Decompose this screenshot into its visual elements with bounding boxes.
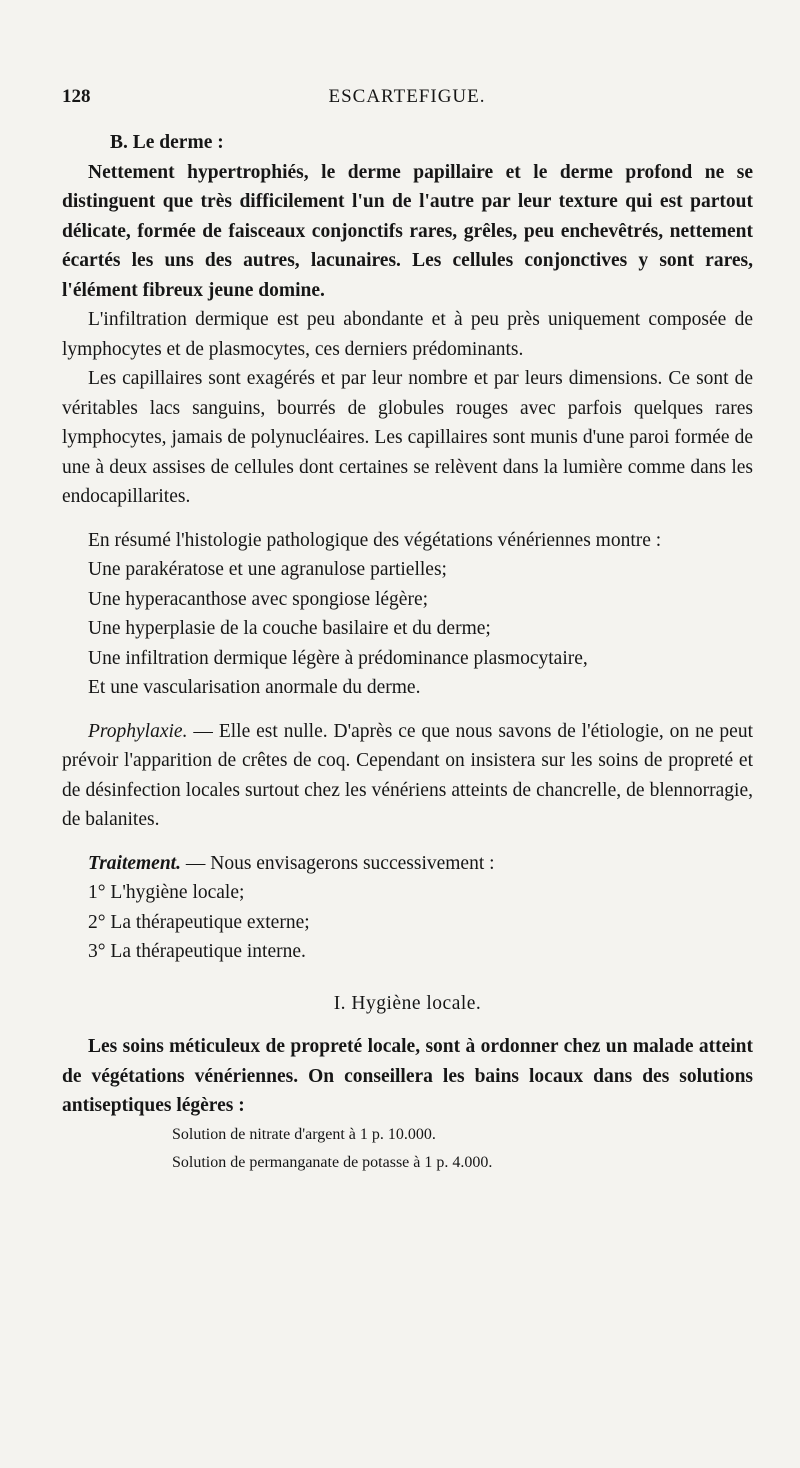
prophylaxie-label: Prophylaxie.: [88, 720, 188, 742]
paragraph-prophylaxie: [62, 717, 753, 835]
traitement-list-item: 2° La thérapeutique externe;: [88, 911, 310, 933]
paragraph-derme-1: Nettement hypertrophiés, le derme papillaire et le derme profond ne se distinguent que très difficilement l'un de l'autre par leur texture qui est partout délicate, formée de faisceaux conjonctifs rares, grêles, peu enchevêtrés, nettement écartés les uns des autres, lacunaires. Les cellules conjonctives y sont rares, l'élément fibreux jeune domine.: [62, 161, 753, 301]
resume-list-item: Une parakératose et une agranulose partielles;: [88, 559, 447, 580]
paragraph-resume-intro: En résumé l'histologie pathologique des végétations vénériennes montre :: [88, 529, 662, 551]
section-subhead-derme: B. Le derme :: [110, 132, 224, 153]
traitement-label: Traitement.: [88, 852, 181, 874]
running-title: ESCARTEFIGUE.: [328, 86, 486, 107]
section-title-hygiene: I. Hygiène locale.: [333, 992, 482, 1014]
running-header: [62, 86, 752, 116]
solution-line: Solution de nitrate d'argent à 1 p. 10.000.: [172, 1125, 436, 1143]
resume-list-item: Une hyperacanthose avec spongiose légère;: [88, 588, 429, 610]
paragraph-derme-3: Les capillaires sont exagérés et par leur nombre et par leurs dimensions. Ce sont de véritables lacs sanguins, bourrés de globules rouges avec parfois quelques rares lymphocytes, jamais de polynucléaires. Les capillaires sont munis d'une paroi formée de une à deux assises de cellules dont certaines se relèvent dans la lumière comme dans les endocapillarites.: [62, 368, 753, 507]
prophylaxie-text: — Elle est nulle. D'après ce que nous savons de l'étiologie, on ne peut prévoir l'apparition de crêtes de coq. Cependant on insistera sur les soins de propreté et de désinfection locales surtout chez les vénériens atteints de chancrelle, de blennorragie, de balanites.: [62, 720, 753, 830]
paragraph-hygiene: Les soins méticuleux de propreté locale, sont à ordonner chez un malade atteint de végétations vénériennes. On conseillera les bains locaux dans des solutions antiseptiques légères :: [62, 1036, 753, 1116]
paragraph-derme-2: L'infiltration dermique est peu abondante et à peu près uniquement composée de lymphocytes et de plasmocytes, ces derniers prédominants.: [62, 309, 753, 360]
resume-list-item: Une hyperplasie de la couche basilaire et du derme;: [88, 618, 491, 639]
resume-list-item: Et une vascularisation anormale du derme.: [88, 677, 421, 698]
paragraph-traitement: [62, 849, 753, 879]
page-number: 128: [62, 86, 91, 107]
traitement-list-item: 1° L'hygiène locale;: [88, 882, 245, 903]
traitement-list-item: 3° La thérapeutique interne.: [88, 941, 306, 962]
resume-list-item: Une infiltration dermique légère à prédominance plasmocytaire,: [88, 647, 588, 669]
solution-line: Solution de permanganate de potasse à 1 p. 4.000.: [172, 1153, 493, 1171]
page-body: [62, 128, 753, 1177]
traitement-text: — Nous envisagerons successivement :: [180, 852, 495, 874]
